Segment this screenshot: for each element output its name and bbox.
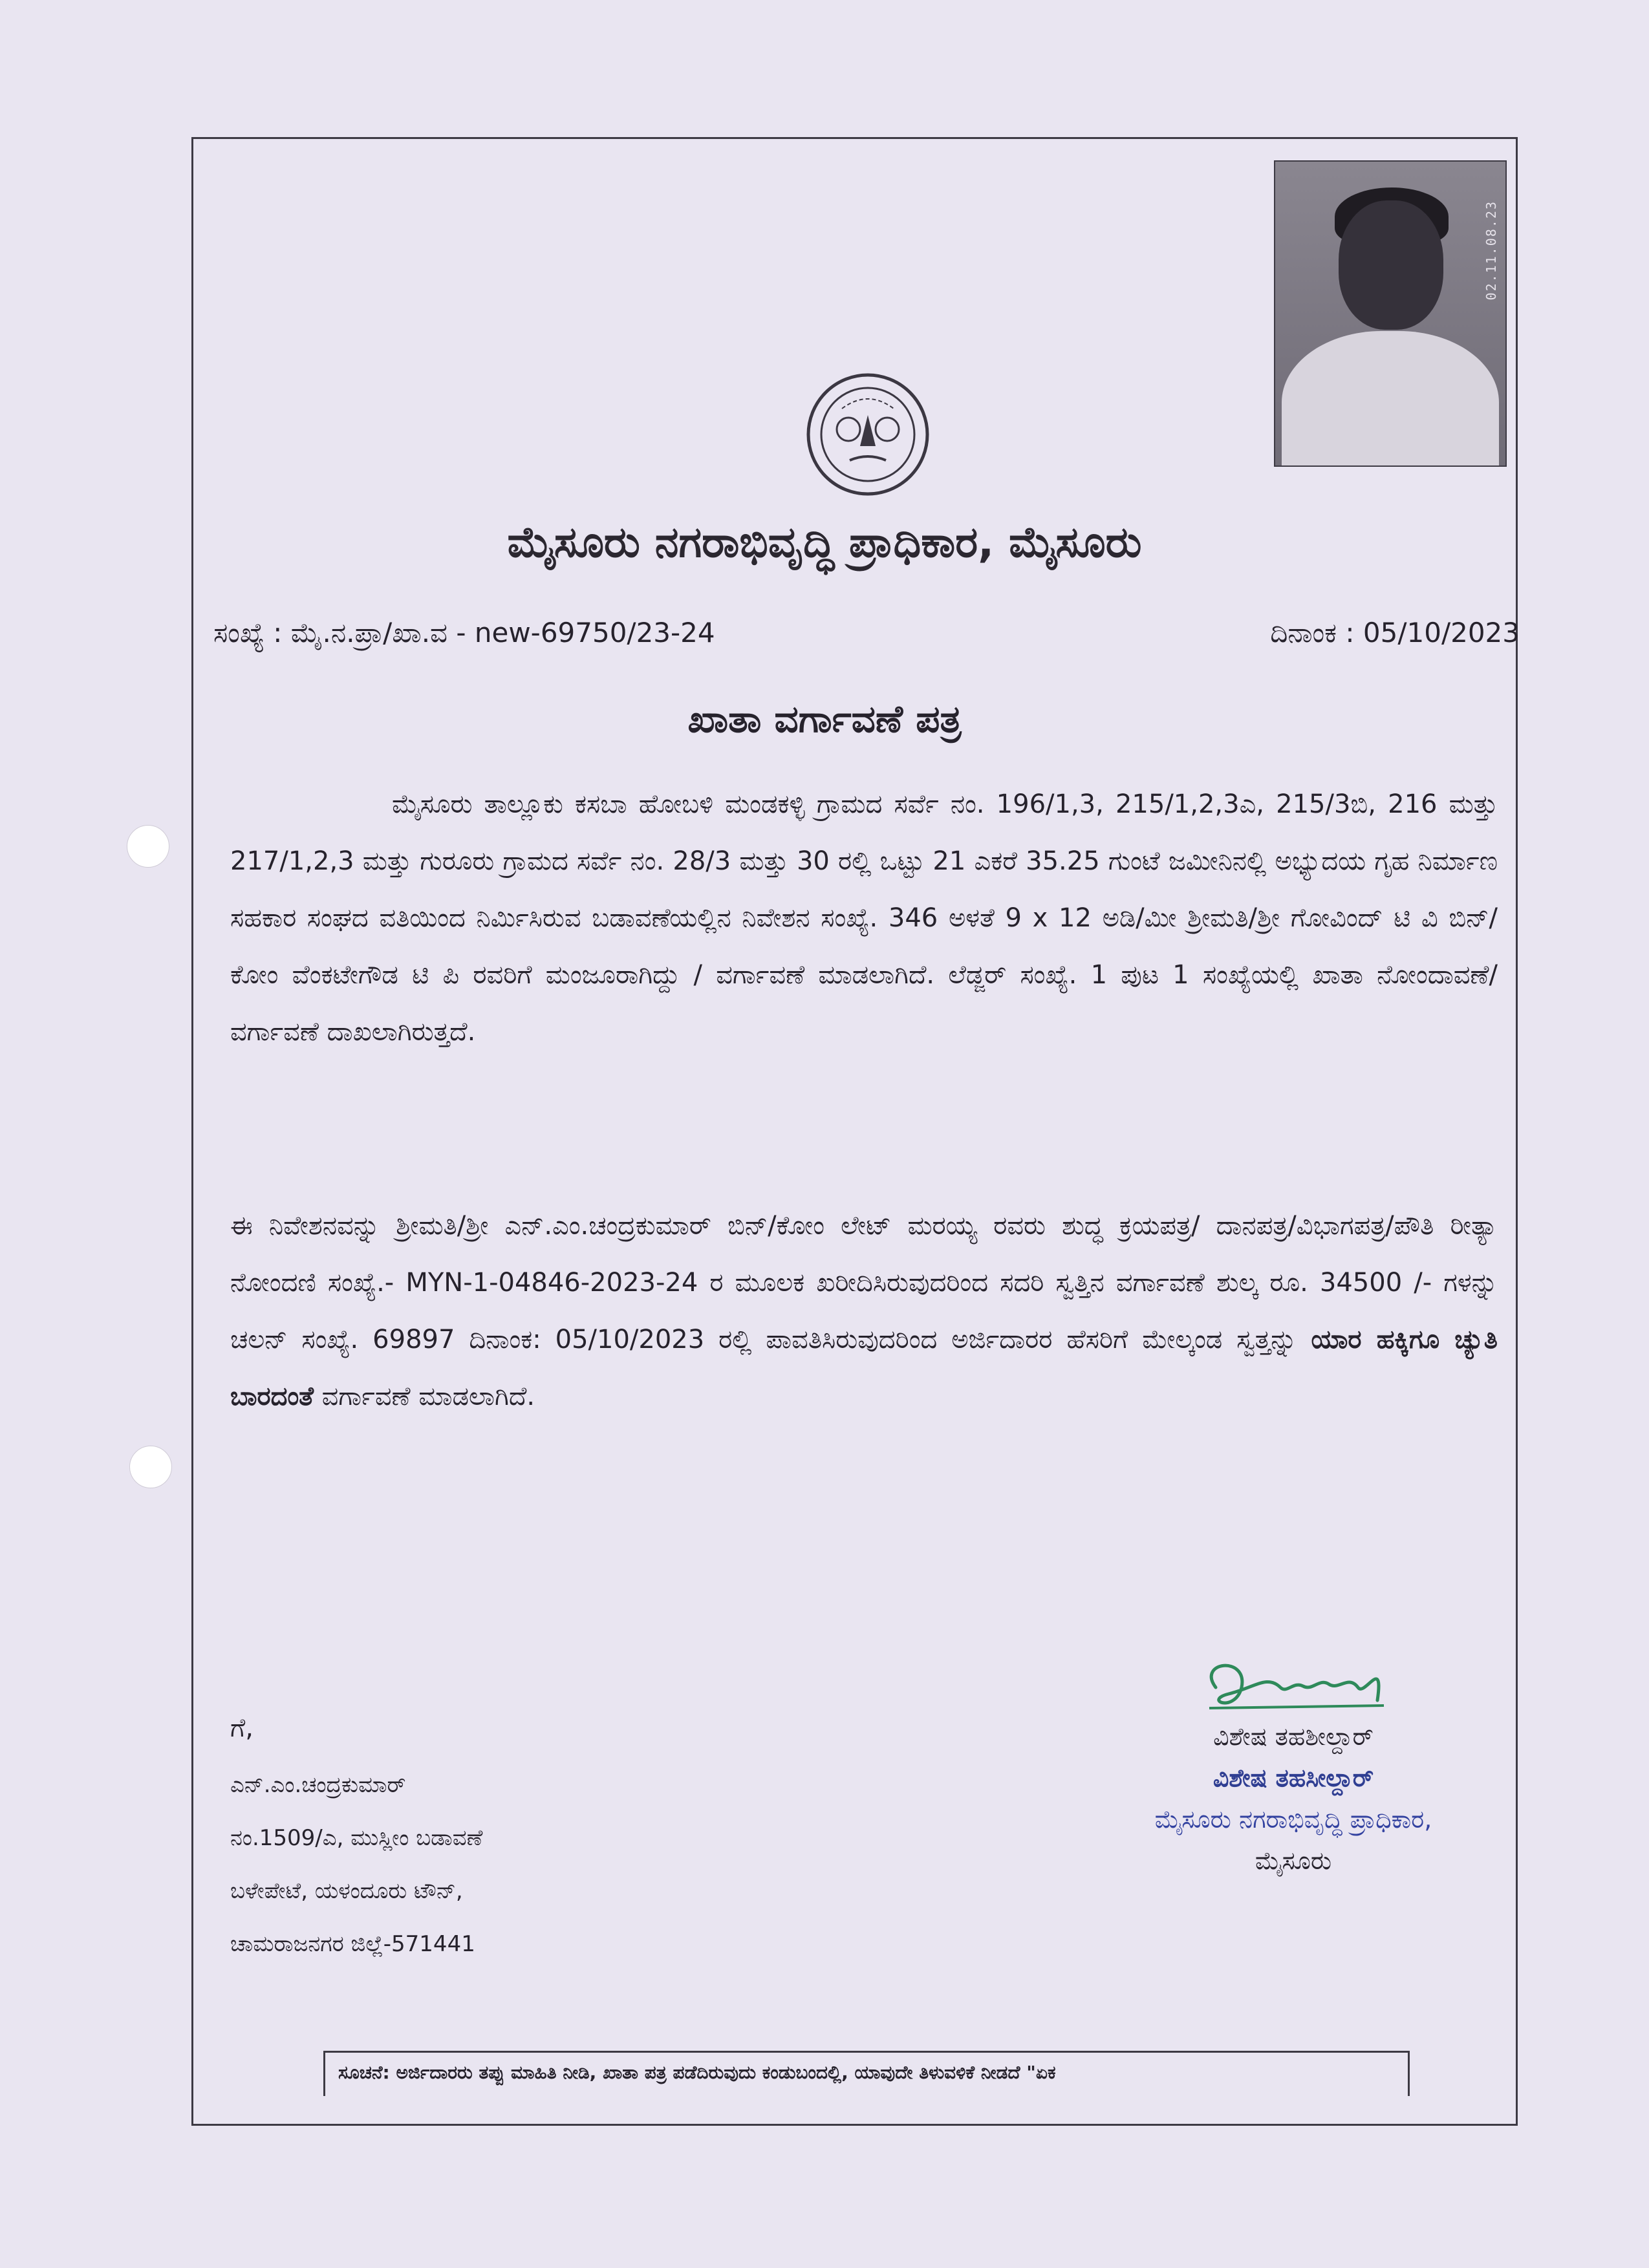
signature-scribble-icon (1190, 1649, 1410, 1726)
recipient-name: ಎನ್.ಎಂ.ಚಂದ್ರಕುಮಾರ್ (230, 1772, 406, 1798)
recipient-address-line-2: ಬಳೇಪೇಟೆ, ಯಳಂದೂರು ಟೌನ್, (230, 1878, 463, 1904)
recipient-to: ಗೆ, (230, 1713, 253, 1743)
document-title: ಖಾತಾ ವರ್ಗಾವಣೆ ಪತ್ರ (687, 697, 962, 741)
applicant-photo (1274, 160, 1507, 467)
punch-hole-top (127, 825, 169, 868)
photo-face (1339, 200, 1443, 330)
photo-shirt (1282, 331, 1499, 467)
signature-block (1061, 1674, 1526, 1920)
transfer-paragraph-2 (230, 1197, 1498, 1425)
footer-notice: ಸೂಚನೆ: ಅರ್ಜಿದಾರರು ತಪ್ಪು ಮಾಹಿತಿ ನೀಡಿ, ಖಾತಾ ಪತ್ರ ಪಡೆದಿರುವುದು ಕಂಡುಬಂದಲ್ಲಿ, ಯಾವುದೇ ತಿಳುವಳಿಕೆ ನೀಡದೆ "ಏಕ (323, 2051, 1410, 2096)
issue-date: ದಿನಾಂಕ : 05/10/2023 (1270, 617, 1520, 648)
reference-number: ಸಂಖ್ಯೆ : ಮೈ.ನ.ಪ್ರಾ/ಖಾ.ವ - new-69750/23-24 (213, 617, 715, 648)
photo-date-stamp: 02.11.08.23 (1483, 200, 1499, 301)
signatory-stamp-designation: ವಿಶೇಷ ತಹಸೀಲ್ದಾರ್ (1212, 1764, 1374, 1792)
paragraph-2-text: ಈ ನಿವೇಶನವನ್ನು ಶ್ರೀಮತಿ/ಶ್ರೀ ಎನ್.ಎಂ.ಚಂದ್ರಕುಮಾರ್ ಬಿನ್/ಕೋಂ ಲೇಟ್ ಮರಯ್ಯ ರವರು ಶುದ್ಧ ಕ್ರಯಪತ್ರ/ ದಾನಪತ್ರ/ವಿಭಾಗಪತ್ರ/ಪೌತಿ ರೀತ್ಯಾ ನೋಂದಣಿ ಸಂಖ್ಯೆ.- MYN-1-04846-2023-24 ರ ಮೂಲಕ ಖರೀದಿಸಿರುವುದರಿಂದ ಸದರಿ ಸ್ವತ್ತಿನ ವರ್ಗಾವಣೆ ಶುಲ್ಕ ರೂ. 34500 /- ಗಳನ್ನು ಚಲನ್ ಸಂಖ್ಯೆ. 69897 ದಿನಾಂಕ: 05/10/2023 ರಲ್ಲಿ ಪಾವತಿಸಿರುವುದರಿಂದ ಅರ್ಜಿದಾರರ ಹೆಸರಿಗೆ ಮೇಲ್ಕಂಡ ಸ್ವತ್ತನ್ನು (230, 1211, 1498, 1354)
authority-seal-icon (803, 370, 932, 499)
paragraph-2-emphasis: ಯಾರ ಹಕ್ಕಿಗೂ ಚ್ಯುತಿ ಬಾರದಂತೆ (230, 1325, 1498, 1411)
recipient-address-line-3: ಚಾಮರಾಜನಗರ ಜಿಲ್ಲೆ-571441 (230, 1931, 475, 1957)
signatory-designation: ವಿಶೇಷ ತಹಶೀಲ್ದಾರ್ (1213, 1722, 1374, 1751)
transfer-paragraph-1: ಮೈಸೂರು ತಾಲ್ಲೂಕು ಕಸಬಾ ಹೋಬಳಿ ಮಂಡಕಳ್ಳಿ ಗ್ರಾಮದ ಸರ್ವೆ ನಂ. 196/1,3, 215/1,2,3ಎ, 215/3ಬಿ, 216 ಮತ್ತು 217/1,2,3 ಮತ್ತು ಗುರೂರು ಗ್ರಾಮದ ಸರ್ವೆ ನಂ. 28/3 ಮತ್ತು 30 ರಲ್ಲಿ ಒಟ್ಟು 21 ಎಕರೆ 35.25 ಗುಂಟೆ ಜಮೀನಿನಲ್ಲಿ ಅಭ್ಯುದಯ ಗೃಹ ನಿರ್ಮಾಣ ಸಹಕಾರ ಸಂಘದ ವತಿಯಿಂದ ನಿರ್ಮಿಸಿರುವ ಬಡಾವಣೆಯಲ್ಲಿನ ನಿವೇಶನ ಸಂಖ್ಯೆ. 346 ಅಳತೆ 9 x 12 ಅಡಿ/ಮೀ ಶ್ರೀಮತಿ/ಶ್ರೀ ಗೋವಿಂದ್ ಟಿ ವಿ ಬಿನ್/ಕೋಂ ವೆಂಕಟೇಗೌಡ ಟಿ ಪಿ ರವರಿಗೆ ಮಂಜೂರಾಗಿದ್ದು / ವರ್ಗಾವಣೆ ಮಾಡಲಾಗಿದೆ. ಲೆಡ್ಜರ್ ಸಂಖ್ಯೆ. 1 ಪುಟ 1 ಸಂಖ್ಯೆಯಲ್ಲಿ ಖಾತಾ ನೋಂದಾವಣೆ/ ವರ್ಗಾವಣೆ ದಾಖಲಾಗಿರುತ್ತದೆ. (230, 789, 1498, 1047)
recipient-address (230, 1702, 482, 1971)
authority-name: ಮೈಸೂರು ನಗರಾಭಿವೃದ್ಧಿ ಪ್ರಾಧಿಕಾರ, ಮೈಸೂರು (507, 517, 1142, 567)
paragraph-2-end: ವರ್ಗಾವಣೆ ಮಾಡಲಾಗಿದೆ. (313, 1382, 535, 1411)
signatory-office: ಮೈಸೂರು ನಗರಾಭಿವೃದ್ಧಿ ಪ್ರಾಧಿಕಾರ, (1154, 1805, 1432, 1834)
recipient-address-line-1: ನಂ.1509/ಎ, ಮುಸ್ಲೀಂ ಬಡಾವಣೆ (230, 1825, 483, 1851)
signatory-city: ಮೈಸೂರು (1255, 1846, 1332, 1875)
punch-hole-bottom (129, 1446, 172, 1488)
